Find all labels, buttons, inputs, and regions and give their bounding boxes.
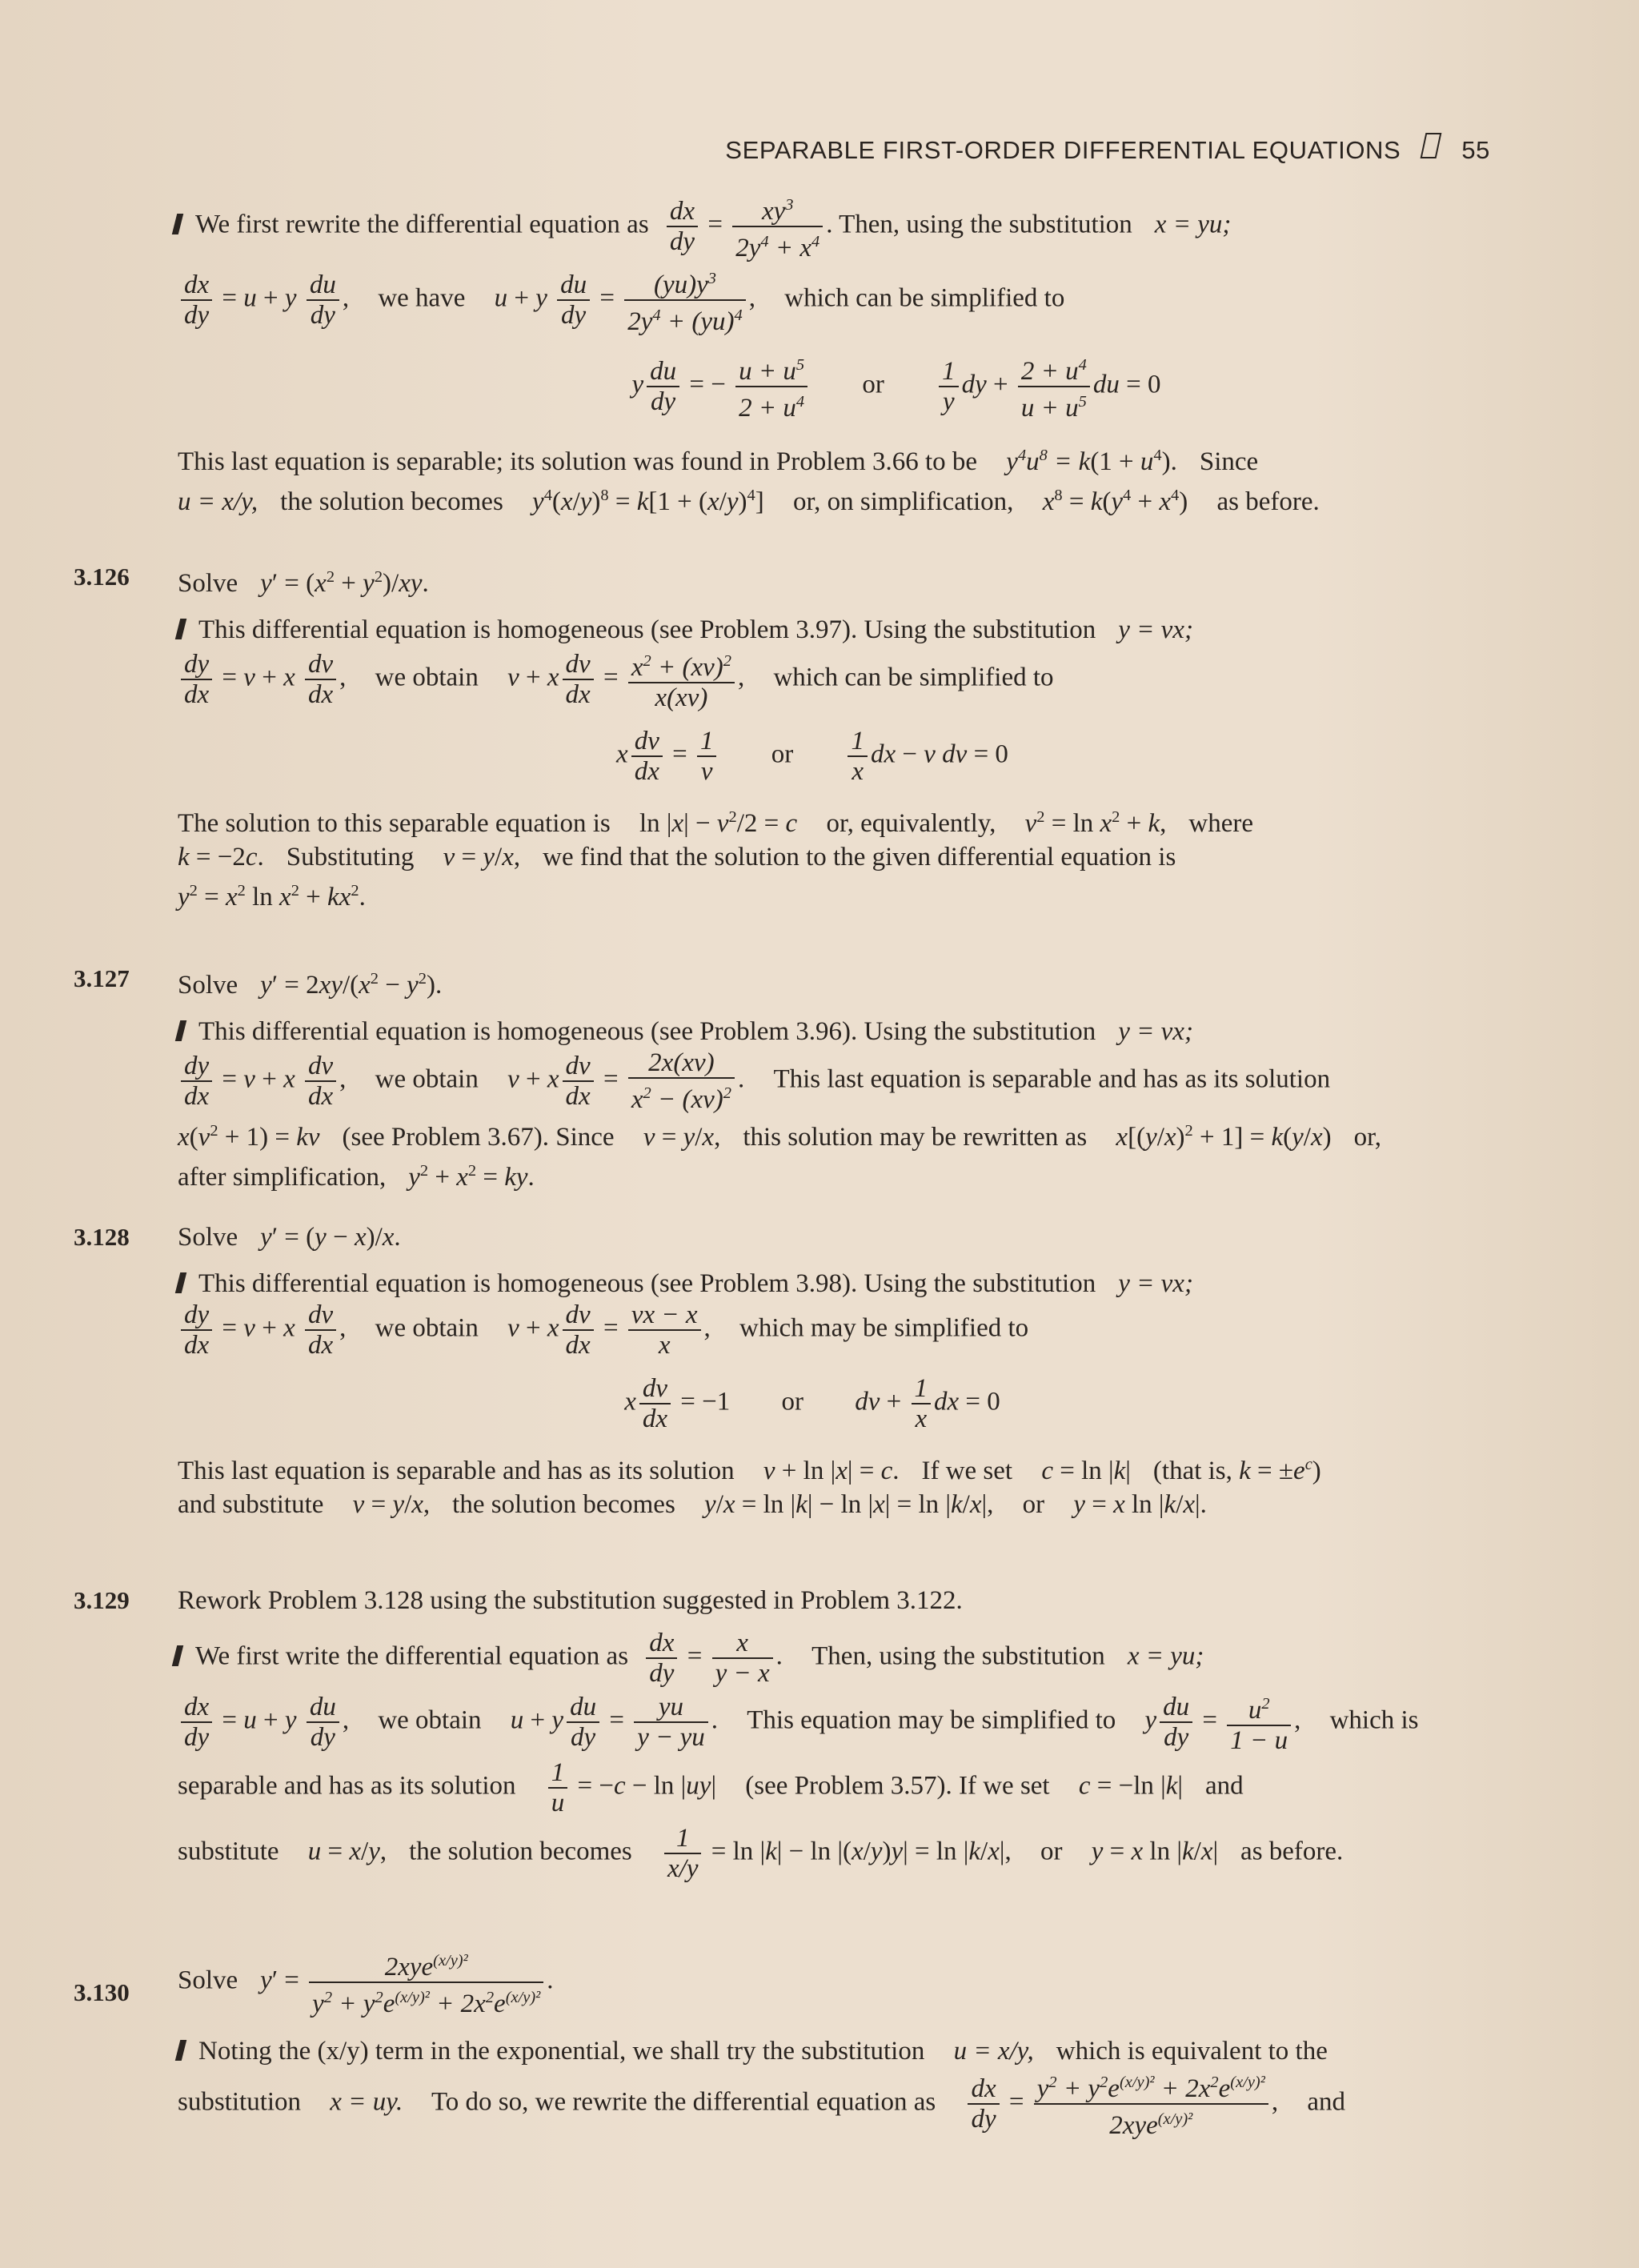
header-title: SEPARABLE FIRST-ORDER DIFFERENTIAL EQUATIONS xyxy=(725,136,1401,164)
problem-3-130: Solve y′ = $\frac{2xye^{(x/y)^2}}{y^2 + y^2e^{(x/y)^2} + 2x^2e^{(x/y)^2}}$ . Noting the (x/y) term in the exponential, we shall try the substitution u = x/y, which is equivalent to the substitution x = uy. To do so, we rewrite the differential equation as $\frac{dx}{dy}$ = $\frac{y^2 + y^2e^{(x/y)^2} + 2x^2e^{(x/y)^2}}{2xye^{(x/y)^2}}$ , and xyxy=(178,1946,1495,2140)
solution-marker-icon xyxy=(175,2040,186,2061)
problem-number: 3.129 xyxy=(74,1586,130,1614)
problem-3-129: Rework Problem 3.128 using the substitution suggested in Problem 3.122. We first write the differential equation as $\frac{dx}{dy}$ = $\frac{x}{y - x}$ . Then, using the substitution x = yu; $\frac{dx}{dy}$ = u + y $\frac{du}{dy}$ , we obtain u + y $\frac{du}{dy}$ = $\frac{yu}{y - yu}$ . This equation may be simplified to y $\frac{du}{dy}$ = $\frac{u^2}{1 - u}$ , which is separable and has as its solution $\frac{1}{u}$ = −c − ln |uy| (see Problem 3.57). If we set c = −ln |k| and substitute u = x/y, the solution becomes $\frac{1}{x/y}$ = ln |k| − ln |(x/y)y| = ln |k/x|, or y = x ln |k/x| as before. xyxy=(178,1584,1495,1883)
running-header xyxy=(725,133,1490,165)
box-icon xyxy=(1421,133,1442,158)
solution-marker-icon xyxy=(172,214,183,234)
problem-3-127: Solve $y' = 2xy/(x^2 - y^2)$. This differential equation is homogeneous (see Problem 3.96). Using the substitution y = vx; $\frac{dy}{dx}$ = v + x $\frac{dv}{dx}$ , we obtain v + x $\frac{dv}{dx}$ = $\frac{2x(xv)}{x^2 - (xv)^2}$ . This last equation is separable and has as its solution $x(v^2 + 1)$ = kv (see Problem 3.67). Since v = y/x, this solution may be rewritten as $x[(y/x)^2 + 1] = k(y/x)$ or, after simplification, $y^2 + x^2$ = ky. xyxy=(178,962,1495,1194)
solution-marker-icon xyxy=(172,1645,183,1666)
problem-number: 3.127 xyxy=(74,964,130,992)
solution-marker-icon xyxy=(175,619,186,639)
problem-number: 3.126 xyxy=(74,563,130,591)
continued-solution: We first rewrite the differential equation as $\frac{dx}{dy}$ = $\frac{xy^3}{2y^4 + x^4}$ . Then, using the substitution x = yu; $\frac{dx}{dy}$ = u + y $\frac{du}{dy}$ , we have u + y $\frac{du}{dy}$ = $\frac{(yu)y^3}{2y^4 + (yu)^4}$ , which can be simplified to y $\frac{du}{dy}$ = − $\frac{u + u^5}{2 + u^4}$ or $\frac{1}{y}$ dy + $\frac{2 + u^4}{u + u^5}$ du = 0 This last equation is separable; its solution was found in Problem 3.66 to be $y^4u^8 = k(1 + u^4)$. Since u = x/y, the solution becomes $y^4(x/y)^8 = k[1 + (x/y)^4]$ or, on simplification, $x^8 = k(y^4 + x^4)$ as before. xyxy=(178,190,1495,519)
problem-number: 3.130 xyxy=(74,1978,130,2006)
problem-number: 3.128 xyxy=(74,1223,130,1251)
page-number: 55 xyxy=(1461,136,1490,164)
problem-3-126: Solve $y' = (x^2 + y^2)/xy$. This differential equation is homogeneous (see Problem 3.97). Using the substitution y = vx; $\frac{dy}{dx}$ = v + x $\frac{dv}{dx}$ , we obtain v + x $\frac{dv}{dx}$ = $\frac{x^2 + (xv)^2}{x(xv)}$ , which can be simplified to x $\frac{dv}{dx}$ = $\frac{1}{v}$ or $\frac{1}{x}$ dx − v dv = 0 The solution to this separable equation is $\ln |x| - v^2/2 = c$ or, equivalently, $v^2 = \ln x^2 + k$, where k = −2c. Substituting v = y/x, we find that the solution to the given differential equation is $y^2 = x^2$ $\ln x^2 + kx^2$. xyxy=(178,560,1495,914)
solution-marker-icon xyxy=(175,1020,186,1041)
solution-marker-icon xyxy=(175,1272,186,1293)
problem-3-128: Solve y′ = (y − x)/x. This differential equation is homogeneous (see Problem 3.98). Using the substitution y = vx; $\frac{dy}{dx}$ = v + x $\frac{dv}{dx}$ , we obtain v + x $\frac{dv}{dx}$ = $\frac{vx - x}{x}$ , which may be simplified to x $\frac{dv}{dx}$ = −1 or dv + $\frac{1}{x}$ dx = 0 This last equation is separable and has as its solution v + ln |x| = c. If we set c = ln |k| (that is, $k = \pm e^c$) and substitute v = y/x, the solution becomes y/x = ln |k| − ln |x| = ln |k/x|, or y = x ln |k/x|. xyxy=(178,1220,1495,1521)
